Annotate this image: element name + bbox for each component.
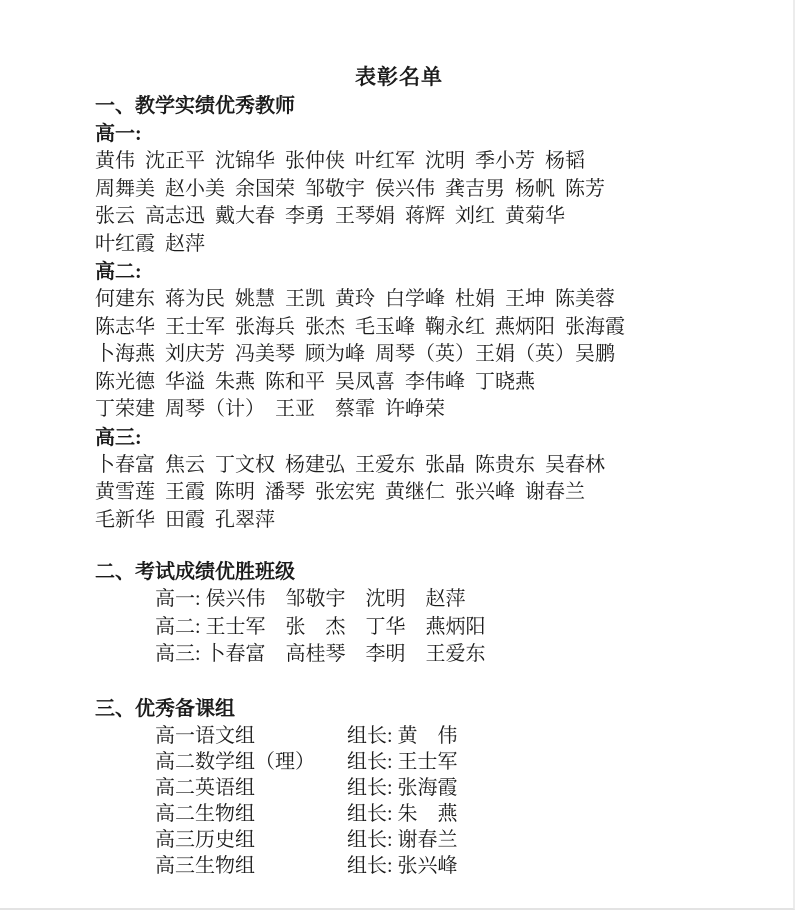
grade-2-label: 高二: — [95, 261, 142, 283]
grade-1-names-line: 黄伟 沈正平 沈锦华 张仲侠 叶红军 沈明 季小芳 杨韬 — [95, 150, 585, 172]
winning-class-row: 高三: 卜春富 高桂琴 李明 王爱东 — [155, 643, 486, 665]
prep-group-leader: 组长: 张兴峰 — [347, 854, 458, 877]
prep-group-name: 高一语文组 — [155, 724, 255, 747]
grade-1-names-line: 张云 高志迅 戴大春 李勇 王琴娟 蒋辉 刘红 黄菊华 — [95, 205, 565, 227]
grade-2-names-line: 丁荣建 周琴（计） 王亚 蔡霏 许峥荣 — [95, 398, 445, 420]
grade-1-names-line: 周舞美 赵小美 余国荣 邹敬宇 侯兴伟 龚吉男 杨帆 陈芳 — [95, 177, 605, 200]
section-outstanding-teachers — [95, 92, 703, 534]
grade-1-names-line: 叶红霞 赵萍 — [95, 232, 205, 255]
grade-2-names-line: 陈志华 王士军 张海兵 张杰 毛玉峰 鞠永红 燕炳阳 张海霞 — [95, 315, 625, 338]
grade-2-names-line: 陈光德 华溢 朱燕 陈和平 吴凤喜 李伟峰 丁晓燕 — [95, 370, 535, 393]
prep-group-leader: 组长: 王士军 — [347, 750, 458, 773]
winning-class-row: 高二: 王士军 张 杰 丁华 燕炳阳 — [155, 615, 486, 638]
prep-group-name: 高二生物组 — [155, 802, 255, 825]
prep-group-name: 高三生物组 — [155, 854, 255, 877]
section-outstanding-prep-groups — [95, 695, 703, 879]
section-1-heading: 一、教学实绩优秀教师 — [95, 95, 295, 117]
prep-group-leader: 组长: 张海霞 — [347, 776, 458, 799]
prep-group-name: 高三历史组 — [155, 828, 255, 851]
prep-group-row — [95, 723, 703, 749]
grade-3-names-line: 毛新华 田霞 孔翠萍 — [95, 508, 275, 531]
grade-2-names-line: 何建东 蒋为民 姚慧 王凯 黄玲 白学峰 杜娟 王坤 陈美蓉 — [95, 288, 615, 310]
grade-2-names-line: 卜海燕 刘庆芳 冯美琴 顾为峰 周琴（英）王娟（英）吴鹏 — [95, 343, 615, 365]
grade-3-names-line: 卜春富 焦云 丁文权 杨建弘 王爱东 张晶 陈贵东 吴春林 — [95, 453, 605, 476]
prep-group-row — [95, 775, 703, 801]
section-winning-classes — [95, 558, 703, 669]
winning-class-row: 高一: 侯兴伟 邹敬宇 沈明 赵萍 — [155, 588, 466, 610]
prep-group-name: 高二数学组（理） — [155, 750, 315, 773]
prep-group-row — [95, 749, 703, 775]
prep-group-row — [95, 827, 703, 853]
prep-group-leader: 组长: 朱 燕 — [347, 802, 458, 825]
prep-group-name: 高二英语组 — [155, 776, 255, 799]
prep-group-row — [95, 801, 703, 827]
grade-3-names-line: 黄雪莲 王霞 陈明 潘琴 张宏宪 黄继仁 张兴峰 谢春兰 — [95, 481, 585, 503]
prep-group-leader: 组长: 黄 伟 — [347, 724, 458, 747]
prep-group-leader: 组长: 谢春兰 — [347, 828, 458, 851]
section-3-heading: 三、优秀备课组 — [95, 697, 235, 720]
grade-3-label: 高三: — [95, 426, 142, 449]
prep-group-row — [95, 853, 703, 879]
section-2-heading: 二、考试成绩优胜班级 — [95, 561, 295, 583]
grade-1-label: 高一: — [95, 123, 142, 145]
document-title: 表彰名单 — [355, 65, 443, 89]
